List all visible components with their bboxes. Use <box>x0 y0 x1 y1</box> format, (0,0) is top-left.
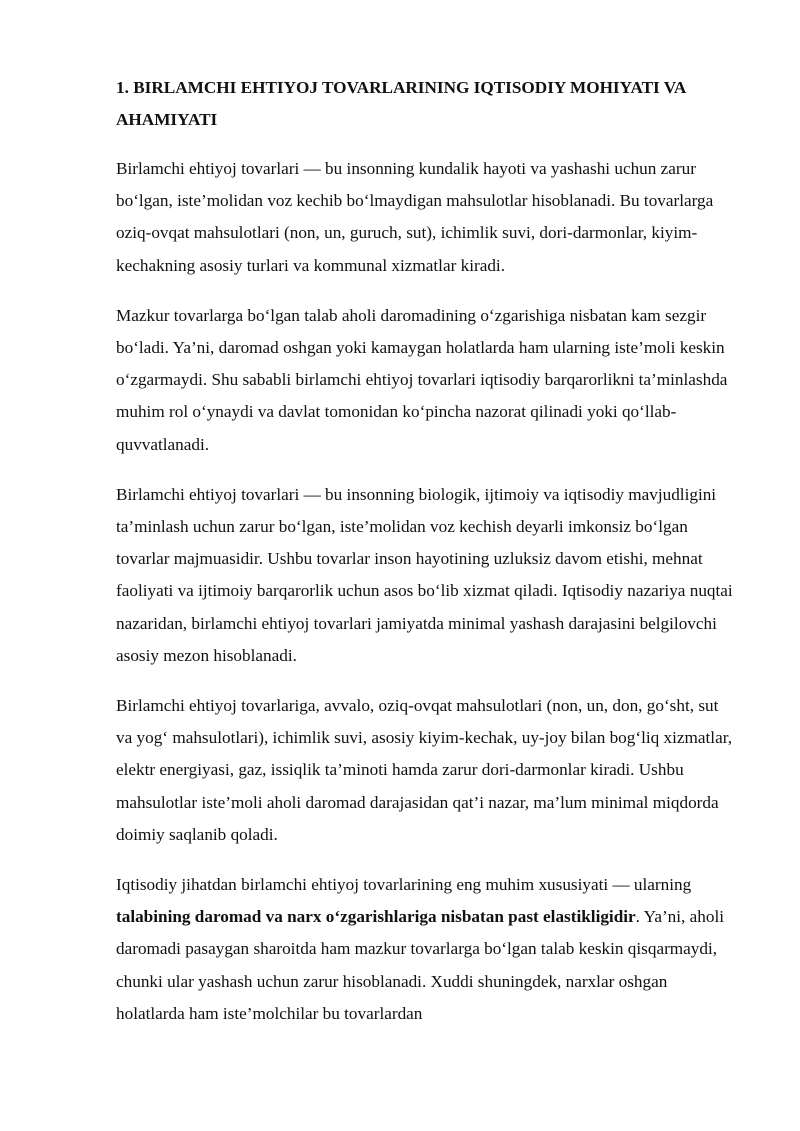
paragraph-5 <box>116 869 736 1030</box>
paragraph-4: Birlamchi ehtiyoj tovarlariga, avvalo, oziq-ovqat mahsulotlari (non, un, don, go‘sht, sut va yog‘ mahsulotlari), ichimlik suvi, asosiy kiyim-kechak, uy-joy bilan bog‘liq xizmatlar, elektr energiyasi, gaz, issiqlik ta’minoti hamda zarur dori-darmonlar kiradi. Ushbu mahsulotlar iste’moli aholi daromad darajasidan qat’i nazar, ma’lum minimal miqdorda doimiy saqlanib qoladi. <box>116 696 733 844</box>
paragraph-3: Birlamchi ehtiyoj tovarlari — bu insonning biologik, ijtimoiy va iqtisodiy mavjudligini ta’minlash uchun zarur bo‘lgan, iste’molidan voz kechish deyarli imkonsiz bo‘lgan tovarlar majmuasidir. Ushbu tovarlar inson hayotining uzluksiz davom etishi, mehnat faoliyati va ijtimoiy barqarorlik uchun asos bo‘lib xizmat qiladi. Iqtisodiy nazariya nuqtai nazaridan, birlamchi ehtiyoj tovarlari jamiyatda minimal yashash darajasini belgilovchi asosiy mezon hisoblanadi. <box>116 484 733 665</box>
emphasized-phrase: talabining daromad va narx o‘zgarishlariga nisbatan past elastikligidir <box>116 907 636 927</box>
section-heading: 1. BIRLAMCHI EHTIYOJ TOVARLARINING IQTISODIY MOHIYATI VA AHAMIYATI <box>116 78 686 129</box>
paragraph-5-tail: . Ya’ni, aholi daromadi pasaygan sharoitda ham mazkur tovarlarga bo‘lgan talab keskin qisqarmaydi, chunki ular yashash uchun zarur hisoblanadi. Xuddi shuningdek, narxlar oshgan holatlarda ham iste’molchilar bu tovarlardan <box>116 907 724 1023</box>
paragraph-1: Birlamchi ehtiyoj tovarlari — bu insonning kundalik hayoti va yashashi uchun zarur bo‘lgan, iste’molidan voz kechib bo‘lmaydigan mahsulotlar hisoblanadi. Bu tovarlarga oziq-ovqat mahsulotlari (non, un, guruch, sut), ichimlik suvi, dori-darmonlar, kiyim-kechakning asosiy turlari va kommunal xizmatlar kiradi. <box>116 159 714 275</box>
paragraph-2: Mazkur tovarlarga bo‘lgan talab aholi daromadining o‘zgarishiga nisbatan kam sezgir bo‘ladi. Ya’ni, daromad oshgan yoki kamaygan holatlarda ham ularning iste’moli keskin o‘zgarmaydi. Shu sababli birlamchi ehtiyoj tovarlari iqtisodiy barqarorlikni ta’minlashda muhim rol o‘ynaydi va davlat tomonidan ko‘pincha nazorat qilinadi yoki qo‘llab-quvvatlanadi. <box>116 305 728 454</box>
paragraph-5-lead: Iqtisodiy jihatdan birlamchi ehtiyoj tovarlarining eng muhim xususiyati — ularning <box>116 875 692 895</box>
document-body <box>116 72 736 1048</box>
